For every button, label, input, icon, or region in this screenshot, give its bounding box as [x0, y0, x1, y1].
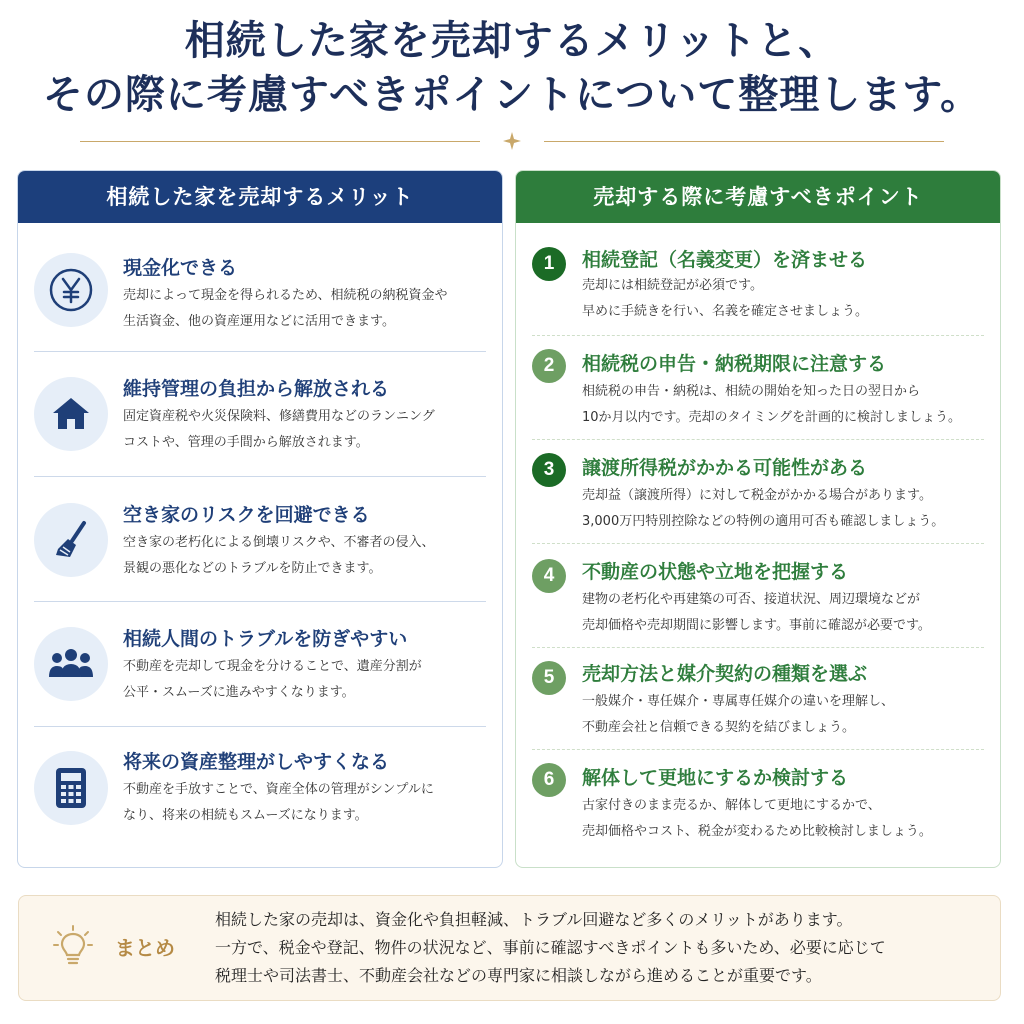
calculator-icon	[34, 751, 108, 825]
merit-title: 将来の資産整理がしやすくなる	[123, 751, 390, 773]
divider	[34, 351, 486, 352]
merit-desc-line: 景観の悪化などのトラブルを防止できます。	[123, 561, 382, 576]
page-title	[0, 14, 1024, 122]
summary-label: まとめ	[115, 936, 175, 960]
merit-title: 相続人間のトラブルを防ぎやすい	[123, 628, 408, 650]
number-badge: 2	[532, 349, 566, 383]
merit-desc-line: 空き家の老朽化による倒壊リスクや、不審者の侵入、	[123, 535, 435, 550]
merits-panel	[17, 170, 503, 868]
divider	[532, 749, 984, 750]
title-line-1: 相続した家を売却するメリットと、	[184, 17, 840, 64]
number-badge: 5	[532, 661, 566, 695]
people-icon	[34, 627, 108, 701]
divider	[34, 476, 486, 477]
divider	[532, 647, 984, 648]
merit-title: 空き家のリスクを回避できる	[123, 504, 370, 526]
yen-icon	[34, 253, 108, 327]
divider	[532, 543, 984, 544]
lightbulb-icon	[53, 924, 93, 970]
merit-title: 維持管理の負担から解放される	[123, 378, 390, 400]
merit-desc-line: 公平・スムーズに進みやすくなります。	[123, 685, 355, 700]
point-desc-line: 一般媒介・専任媒介・専属専任媒介の違いを理解し、	[582, 694, 895, 709]
merit-desc-line: 売却によって現金を得られるため、相続税の納税資金や	[123, 288, 448, 303]
point-desc-line: 売却価格やコスト、税金が変わるため比較検討しましょう。	[582, 824, 932, 839]
point-desc-line: 売却には相続登記が必須です。	[582, 278, 763, 293]
point-desc-line: 建物の老朽化や再建築の可否、接道状況、周辺環境などが	[582, 592, 921, 607]
summary-box	[18, 895, 1001, 1001]
summary-line: 相続した家の売却は、資金化や負担軽減、トラブル回避など多くのメリットがあります。	[215, 910, 853, 929]
merits-heading: 相続した家を売却するメリット	[18, 171, 502, 223]
points-heading: 売却する際に考慮すべきポイント	[516, 171, 1000, 223]
number-badge: 4	[532, 559, 566, 593]
title-divider	[80, 138, 944, 144]
summary-line: 一方で、税金や登記、物件の状況など、事前に確認すべきポイントも多いため、必要に応じて	[215, 938, 886, 957]
merit-desc-line: なり、将来の相続もスムーズになります。	[123, 808, 368, 823]
point-desc-line: 相続税の申告・納税は、相続の開始を知った日の翌日から	[582, 384, 921, 399]
merit-desc-line: 不動産を手放すことで、資産全体の管理がシンプルに	[123, 782, 434, 797]
merit-desc-line: 固定資産税や火災保険料、修繕費用などのランニング	[123, 409, 435, 424]
merit-desc-line: 生活資金、他の資産運用などに活用できます。	[123, 314, 395, 329]
point-title: 解体して更地にするか検討する	[582, 767, 849, 789]
title-line-2: その際に考慮すべきポイントについて整理します。	[42, 71, 982, 118]
divider	[34, 726, 486, 727]
point-desc-line: 3,000万円特別控除などの特例の適用可否も確認しましょう。	[582, 514, 945, 529]
points-panel	[515, 170, 1001, 868]
number-badge: 1	[532, 247, 566, 281]
point-desc-line: 不動産会社と信頼できる契約を結びましょう。	[582, 720, 856, 735]
broom-icon	[34, 503, 108, 577]
divider	[532, 335, 984, 336]
point-desc-line: 売却価格や売却期間に影響します。事前に確認が必要です。	[582, 618, 931, 633]
house-icon	[34, 377, 108, 451]
point-title: 売却方法と媒介契約の種類を選ぶ	[582, 663, 868, 685]
summary-line: 税理士や司法書士、不動産会社などの専門家に相談しながら進めることが重要です。	[215, 966, 822, 985]
point-desc-line: 古家付きのまま売るか、解体して更地にするかで、	[582, 798, 881, 813]
point-title: 相続登記（名義変更）を済ませる	[582, 249, 868, 271]
point-desc-line: 売却益（譲渡所得）に対して税金がかかる場合があります。	[582, 488, 932, 503]
number-badge: 6	[532, 763, 566, 797]
ornament-icon	[500, 129, 524, 153]
point-title: 不動産の状態や立地を把握する	[582, 561, 849, 583]
divider	[532, 439, 984, 440]
merit-desc-line: コストや、管理の手間から解放されます。	[123, 435, 369, 450]
merit-desc-line: 不動産を売却して現金を分けることで、遺産分割が	[123, 659, 422, 674]
point-title: 相続税の申告・納税期限に注意する	[582, 353, 887, 375]
merit-title: 現金化できる	[123, 257, 238, 279]
point-desc-line: 10か月以内です。売却のタイミングを計画的に検討しましょう。	[582, 410, 961, 425]
summary-text	[215, 906, 886, 990]
point-title: 譲渡所得税がかかる可能性がある	[582, 457, 868, 479]
divider	[34, 601, 486, 602]
number-badge: 3	[532, 453, 566, 487]
point-desc-line: 早めに手続きを行い、名義を確定させましょう。	[582, 304, 869, 319]
